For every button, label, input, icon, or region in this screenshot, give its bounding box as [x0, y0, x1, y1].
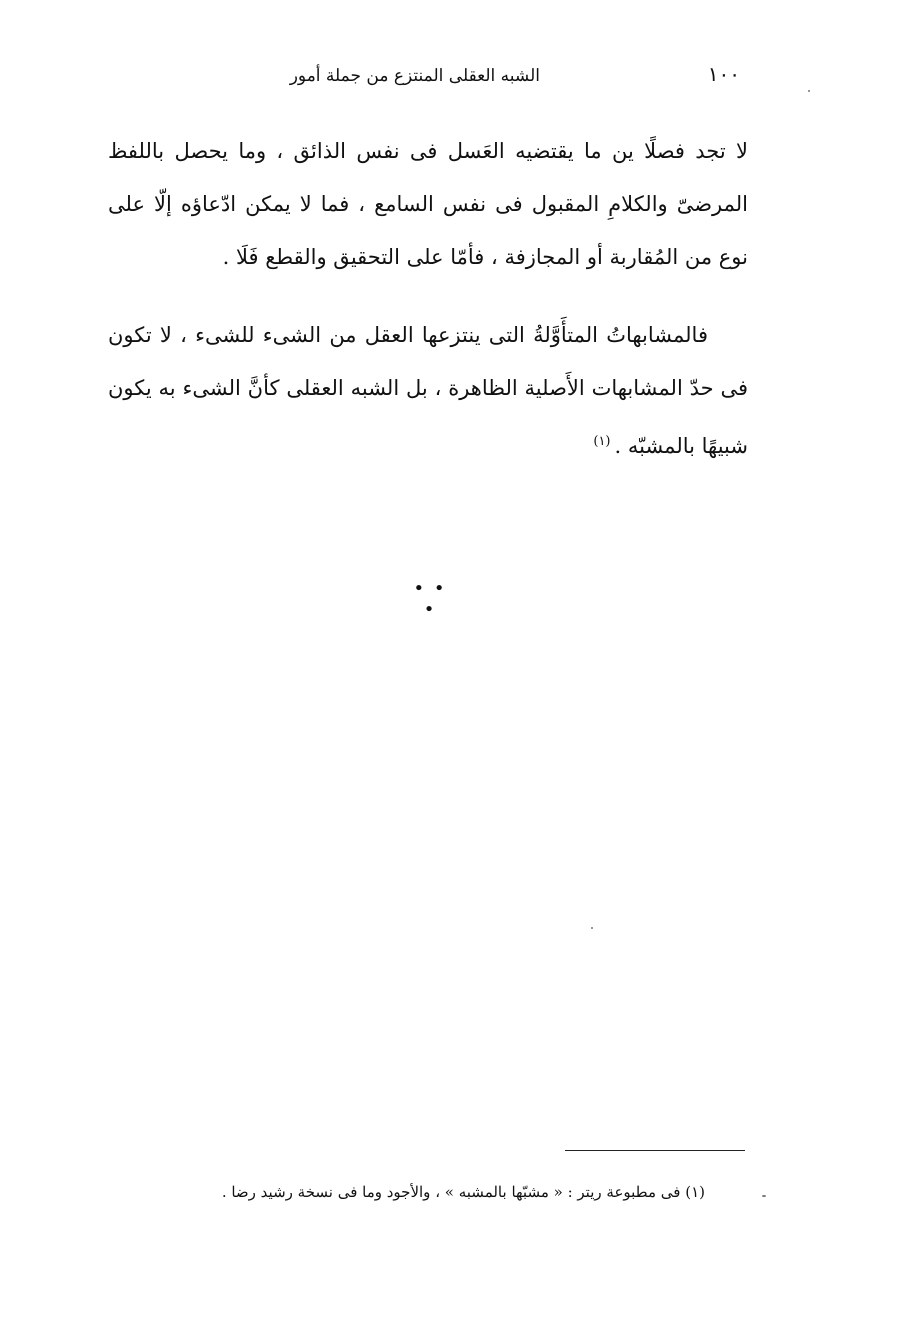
scan-speck — [591, 927, 593, 929]
scan-speck — [808, 90, 810, 92]
running-title: الشبه العقلى المنتزع من جملة أمور — [289, 66, 540, 86]
paragraph-1: لا تجد فصلًا ين ما يقتضيه العَسل فى نفس الذائق ، وما يحصل باللفظ المرضىّ والكلامِ المقبول فى نفس السامع ، فما لا يمكن ادّعاؤه إلّا على نوع من المُقاربة أو المجازفة ، فأمّا على التحقيق والقطع فَلَا . — [108, 139, 748, 269]
main-text — [108, 125, 748, 473]
page-number: ١٠٠ — [707, 62, 740, 86]
section-break-dots: • • • — [413, 578, 447, 620]
paragraph-2 — [108, 309, 748, 473]
paragraph-2-text: فالمشابهاتُ المتأَوَّلةُ التى ينتزعها العقل من الشىء للشىء ، لا تكون فى حدّ المشابهات الأَصلية الظاهرة ، بل الشبه العقلى كأنَّ الشىء به يكون شبيهًا بالمشبّه . — [108, 323, 748, 458]
footnote-1: (١) فى مطبوعة ريتر : « مشبّها بالمشبه » ، والأجود وما فى نسخة رشيد رضا . — [221, 1183, 705, 1201]
scan-speck — [762, 1195, 766, 1197]
running-header — [289, 62, 740, 92]
footnote-reference: (١) — [593, 434, 611, 449]
footnote-separator — [565, 1150, 745, 1151]
